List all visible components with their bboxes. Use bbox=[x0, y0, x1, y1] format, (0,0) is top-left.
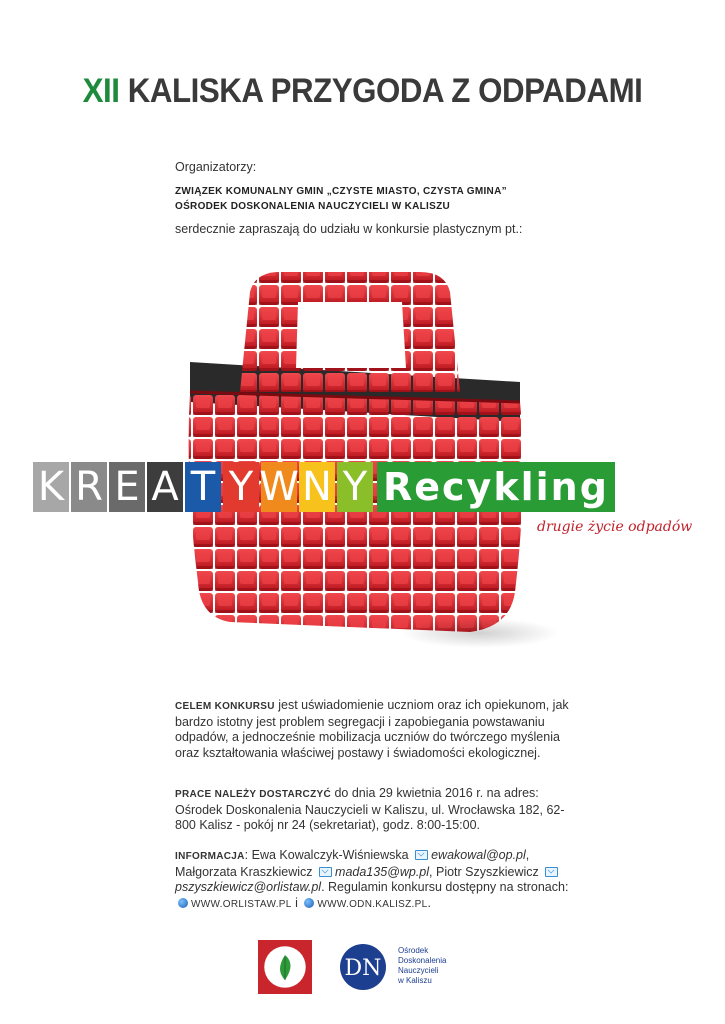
title-number: XII bbox=[82, 72, 120, 110]
goal-paragraph bbox=[175, 698, 575, 761]
invitation-text: serdecznie zapraszają do udziału w konkursie plastycznym pt.: bbox=[175, 222, 523, 236]
delivery-paragraph bbox=[175, 786, 575, 834]
banner-letter: R bbox=[71, 462, 107, 512]
organizers-label: Organizatorzy: bbox=[175, 160, 257, 174]
info-contact-1: : Ewa Kowalczyk-Wiśniewska bbox=[244, 848, 409, 862]
email-link-2[interactable]: mada135@wp.pl bbox=[335, 864, 430, 879]
banner-letter: N bbox=[299, 462, 335, 512]
goal-text: jest uświadomienie uczniom oraz ich opiekunom, jak bardzo istotny jest problem segregacji i zapobiegania powstawaniu odpadów, a jednocześnie mobilizacja uczniów do twórczego myślenia oraz kształtowania właściwej postawy i świadomości ekologicznej. bbox=[175, 698, 569, 760]
banner-letter: E bbox=[109, 462, 145, 512]
info-regulations: . Regulamin konkursu dostępny na stronach: bbox=[321, 880, 569, 894]
banner-letter: Y bbox=[337, 462, 373, 512]
globe-icon bbox=[178, 898, 188, 908]
banner-letter: Y bbox=[223, 462, 259, 512]
odn-line-3: Nauczycieli bbox=[398, 966, 439, 975]
odn-line-4: w Kaliszu bbox=[398, 976, 432, 985]
bag-shadow bbox=[400, 618, 560, 648]
banner-word-recykling: Recykling bbox=[377, 462, 615, 512]
organizer-zkg: ZWIĄZEK KOMUNALNY GMIN „CZYSTE MIASTO, CZYSTA GMINA” bbox=[175, 186, 507, 197]
info-contact-2: , Małgorzata Kraszkiewicz bbox=[175, 848, 530, 879]
zkg-logo bbox=[258, 940, 312, 994]
keyboard-bag-image bbox=[170, 262, 540, 642]
banner-letter: T bbox=[185, 462, 221, 512]
organizers-block bbox=[175, 160, 595, 236]
organizer-odn: OŚRODEK DOSKONALENIA NAUCZYCIELI W KALISZU bbox=[175, 201, 451, 212]
odn-mark-text: DN bbox=[344, 956, 382, 981]
email-link-3[interactable]: pszyszkiewicz@orlistaw.pl bbox=[175, 880, 322, 894]
info-contact-3: , Piotr Szyszkiewicz bbox=[429, 864, 539, 879]
banner-subtitle: drugie życie odpadów bbox=[537, 519, 693, 535]
delivery-text: do dnia 29 kwietnia 2016 r. na adres: Ośrodek Doskonalenia Nauczycieli w Kaliszu, ul. Wrocławska 182, 62-800 Kalisz - pokój nr 24 (sekretariat), godz. 8:00-15:00. bbox=[175, 786, 565, 832]
info-lead: INFORMACJA bbox=[175, 851, 245, 862]
odn-line-1: Ośrodek bbox=[398, 946, 429, 955]
info-end: . bbox=[427, 895, 431, 910]
goal-lead: CELEM KONKURSU bbox=[175, 701, 275, 712]
banner-letter: K bbox=[33, 462, 69, 512]
email-icon bbox=[319, 867, 332, 877]
page-title bbox=[29, 72, 696, 111]
email-link-1[interactable]: ewakowal@op.pl bbox=[431, 848, 526, 862]
odn-line-2: Doskonalenia bbox=[398, 956, 447, 965]
email-icon bbox=[415, 850, 428, 860]
info-paragraph bbox=[175, 848, 575, 912]
globe-icon bbox=[304, 898, 314, 908]
odn-logo bbox=[338, 942, 478, 992]
banner-letter: W bbox=[259, 464, 299, 510]
title-text: KALISKA PRZYGODA Z ODPADAMI bbox=[127, 72, 643, 110]
email-icon bbox=[545, 867, 558, 877]
website-link-2[interactable]: WWW.ODN.KALISZ.PL bbox=[317, 898, 428, 910]
banner-letters bbox=[33, 462, 375, 512]
website-link-1[interactable]: WWW.ORLISTAW.PL bbox=[191, 898, 292, 910]
banner-letter: A bbox=[147, 462, 183, 512]
kreatywny-recykling-banner bbox=[33, 462, 615, 512]
delivery-lead: PRACE NALEŻY DOSTARCZYĆ bbox=[175, 789, 331, 800]
info-and: i bbox=[291, 895, 302, 910]
